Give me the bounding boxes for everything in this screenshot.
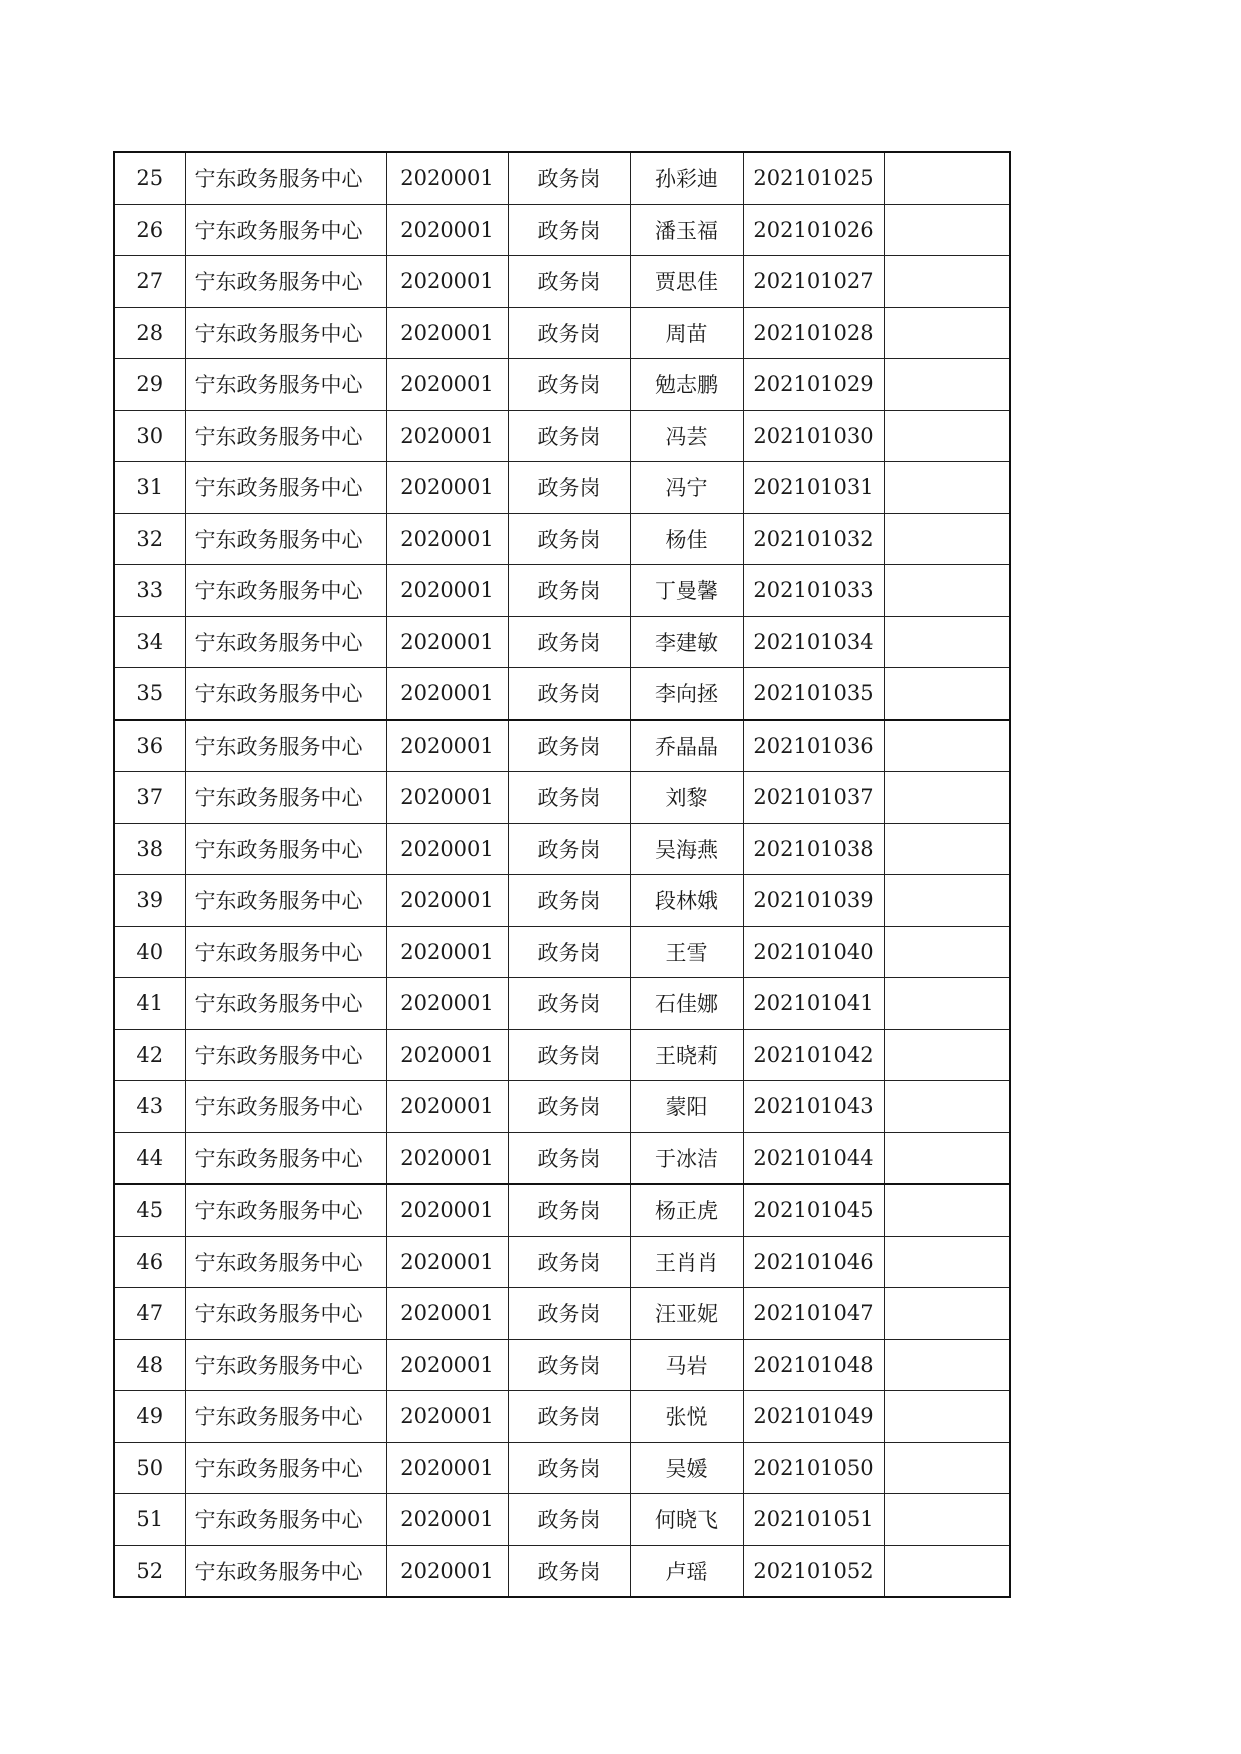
remark-cell	[884, 359, 1010, 411]
row-number-cell: 45	[114, 1184, 185, 1236]
position-code-cell: 2020001	[386, 1236, 508, 1288]
position-code-cell: 2020001	[386, 823, 508, 875]
remark-cell	[884, 668, 1010, 720]
position-code-cell: 2020001	[386, 875, 508, 927]
row-number-cell: 25	[114, 152, 185, 204]
candidate-name-cell: 周苗	[630, 307, 743, 359]
candidate-name-cell: 于冰洁	[630, 1132, 743, 1184]
position-code-cell: 2020001	[386, 1288, 508, 1340]
organization-cell: 宁东政务服务中心	[185, 359, 386, 411]
table-row	[114, 462, 1010, 514]
candidate-name-cell: 李建敏	[630, 616, 743, 668]
candidate-name-cell: 王雪	[630, 926, 743, 978]
exam-id-cell: 202101035	[743, 668, 884, 720]
organization-cell: 宁东政务服务中心	[185, 1391, 386, 1443]
position-name-cell: 政务岗	[508, 1545, 630, 1597]
candidate-name-cell: 吴海燕	[630, 823, 743, 875]
organization-cell: 宁东政务服务中心	[185, 772, 386, 824]
remark-cell	[884, 616, 1010, 668]
exam-id-cell: 202101025	[743, 152, 884, 204]
candidate-name-cell: 马岩	[630, 1339, 743, 1391]
exam-id-cell: 202101044	[743, 1132, 884, 1184]
candidate-name-cell: 孙彩迪	[630, 152, 743, 204]
table-row	[114, 565, 1010, 617]
remark-cell	[884, 462, 1010, 514]
table-row	[114, 152, 1010, 204]
table-row	[114, 513, 1010, 565]
row-number-cell: 46	[114, 1236, 185, 1288]
position-name-cell: 政务岗	[508, 359, 630, 411]
position-name-cell: 政务岗	[508, 616, 630, 668]
position-name-cell: 政务岗	[508, 152, 630, 204]
exam-id-cell: 202101041	[743, 978, 884, 1030]
position-name-cell: 政务岗	[508, 1391, 630, 1443]
position-name-cell: 政务岗	[508, 1132, 630, 1184]
position-name-cell: 政务岗	[508, 256, 630, 308]
candidate-name-cell: 乔晶晶	[630, 720, 743, 772]
position-name-cell: 政务岗	[508, 1288, 630, 1340]
roster-body	[114, 152, 1010, 1597]
organization-cell: 宁东政务服务中心	[185, 1029, 386, 1081]
exam-id-cell: 202101050	[743, 1442, 884, 1494]
position-code-cell: 2020001	[386, 926, 508, 978]
table-row	[114, 1236, 1010, 1288]
position-name-cell: 政务岗	[508, 1029, 630, 1081]
remark-cell	[884, 720, 1010, 772]
organization-cell: 宁东政务服务中心	[185, 462, 386, 514]
organization-cell: 宁东政务服务中心	[185, 1236, 386, 1288]
organization-cell: 宁东政务服务中心	[185, 875, 386, 927]
row-number-cell: 49	[114, 1391, 185, 1443]
exam-id-cell: 202101036	[743, 720, 884, 772]
position-name-cell: 政务岗	[508, 410, 630, 462]
remark-cell	[884, 1494, 1010, 1546]
position-code-cell: 2020001	[386, 565, 508, 617]
position-name-cell: 政务岗	[508, 1081, 630, 1133]
exam-id-cell: 202101028	[743, 307, 884, 359]
organization-cell: 宁东政务服务中心	[185, 1184, 386, 1236]
remark-cell	[884, 1545, 1010, 1597]
exam-id-cell: 202101052	[743, 1545, 884, 1597]
position-code-cell: 2020001	[386, 1545, 508, 1597]
organization-cell: 宁东政务服务中心	[185, 1442, 386, 1494]
exam-id-cell: 202101039	[743, 875, 884, 927]
table-row	[114, 256, 1010, 308]
remark-cell	[884, 1391, 1010, 1443]
position-code-cell: 2020001	[386, 1029, 508, 1081]
organization-cell: 宁东政务服务中心	[185, 720, 386, 772]
organization-cell: 宁东政务服务中心	[185, 410, 386, 462]
remark-cell	[884, 1339, 1010, 1391]
exam-id-cell: 202101051	[743, 1494, 884, 1546]
organization-cell: 宁东政务服务中心	[185, 256, 386, 308]
remark-cell	[884, 772, 1010, 824]
position-code-cell: 2020001	[386, 204, 508, 256]
exam-id-cell: 202101045	[743, 1184, 884, 1236]
organization-cell: 宁东政务服务中心	[185, 978, 386, 1030]
position-name-cell: 政务岗	[508, 1236, 630, 1288]
organization-cell: 宁东政务服务中心	[185, 926, 386, 978]
row-number-cell: 40	[114, 926, 185, 978]
organization-cell: 宁东政务服务中心	[185, 1081, 386, 1133]
remark-cell	[884, 410, 1010, 462]
table-row	[114, 772, 1010, 824]
remark-cell	[884, 978, 1010, 1030]
position-name-cell: 政务岗	[508, 926, 630, 978]
position-code-cell: 2020001	[386, 1442, 508, 1494]
organization-cell: 宁东政务服务中心	[185, 823, 386, 875]
organization-cell: 宁东政务服务中心	[185, 152, 386, 204]
candidate-name-cell: 刘黎	[630, 772, 743, 824]
organization-cell: 宁东政务服务中心	[185, 513, 386, 565]
position-code-cell: 2020001	[386, 1081, 508, 1133]
position-code-cell: 2020001	[386, 1132, 508, 1184]
row-number-cell: 27	[114, 256, 185, 308]
remark-cell	[884, 204, 1010, 256]
table-row	[114, 875, 1010, 927]
row-number-cell: 37	[114, 772, 185, 824]
candidate-name-cell: 潘玉福	[630, 204, 743, 256]
position-code-cell: 2020001	[386, 256, 508, 308]
position-name-cell: 政务岗	[508, 513, 630, 565]
row-number-cell: 51	[114, 1494, 185, 1546]
table-row	[114, 1442, 1010, 1494]
position-code-cell: 2020001	[386, 152, 508, 204]
exam-id-cell: 202101043	[743, 1081, 884, 1133]
row-number-cell: 32	[114, 513, 185, 565]
position-name-cell: 政务岗	[508, 823, 630, 875]
row-number-cell: 26	[114, 204, 185, 256]
position-name-cell: 政务岗	[508, 307, 630, 359]
table-row	[114, 307, 1010, 359]
table-row	[114, 823, 1010, 875]
organization-cell: 宁东政务服务中心	[185, 1132, 386, 1184]
exam-id-cell: 202101033	[743, 565, 884, 617]
table-row	[114, 978, 1010, 1030]
exam-id-cell: 202101026	[743, 204, 884, 256]
table-row	[114, 926, 1010, 978]
position-code-cell: 2020001	[386, 1494, 508, 1546]
position-code-cell: 2020001	[386, 462, 508, 514]
position-code-cell: 2020001	[386, 359, 508, 411]
organization-cell: 宁东政务服务中心	[185, 1494, 386, 1546]
table-row	[114, 720, 1010, 772]
position-name-cell: 政务岗	[508, 1442, 630, 1494]
position-name-cell: 政务岗	[508, 462, 630, 514]
candidate-name-cell: 杨佳	[630, 513, 743, 565]
remark-cell	[884, 152, 1010, 204]
remark-cell	[884, 1029, 1010, 1081]
organization-cell: 宁东政务服务中心	[185, 668, 386, 720]
position-code-cell: 2020001	[386, 307, 508, 359]
exam-id-cell: 202101031	[743, 462, 884, 514]
position-name-cell: 政务岗	[508, 720, 630, 772]
roster-table	[113, 151, 1011, 1598]
candidate-name-cell: 张悦	[630, 1391, 743, 1443]
position-code-cell: 2020001	[386, 1391, 508, 1443]
row-number-cell: 43	[114, 1081, 185, 1133]
remark-cell	[884, 1236, 1010, 1288]
row-number-cell: 34	[114, 616, 185, 668]
position-name-cell: 政务岗	[508, 1494, 630, 1546]
table-row	[114, 668, 1010, 720]
remark-cell	[884, 256, 1010, 308]
table-row	[114, 410, 1010, 462]
organization-cell: 宁东政务服务中心	[185, 565, 386, 617]
table-row	[114, 1494, 1010, 1546]
remark-cell	[884, 1288, 1010, 1340]
position-code-cell: 2020001	[386, 513, 508, 565]
organization-cell: 宁东政务服务中心	[185, 1339, 386, 1391]
row-number-cell: 48	[114, 1339, 185, 1391]
remark-cell	[884, 926, 1010, 978]
organization-cell: 宁东政务服务中心	[185, 1545, 386, 1597]
exam-id-cell: 202101046	[743, 1236, 884, 1288]
row-number-cell: 39	[114, 875, 185, 927]
table-row	[114, 1288, 1010, 1340]
remark-cell	[884, 565, 1010, 617]
remark-cell	[884, 1442, 1010, 1494]
candidate-name-cell: 王肖肖	[630, 1236, 743, 1288]
candidate-name-cell: 何晓飞	[630, 1494, 743, 1546]
row-number-cell: 33	[114, 565, 185, 617]
exam-id-cell: 202101048	[743, 1339, 884, 1391]
organization-cell: 宁东政务服务中心	[185, 1288, 386, 1340]
exam-id-cell: 202101037	[743, 772, 884, 824]
position-code-cell: 2020001	[386, 978, 508, 1030]
table-row	[114, 1391, 1010, 1443]
remark-cell	[884, 1132, 1010, 1184]
position-name-cell: 政务岗	[508, 875, 630, 927]
exam-id-cell: 202101030	[743, 410, 884, 462]
position-code-cell: 2020001	[386, 772, 508, 824]
row-number-cell: 38	[114, 823, 185, 875]
row-number-cell: 42	[114, 1029, 185, 1081]
position-name-cell: 政务岗	[508, 1184, 630, 1236]
position-code-cell: 2020001	[386, 720, 508, 772]
table-row	[114, 616, 1010, 668]
organization-cell: 宁东政务服务中心	[185, 204, 386, 256]
position-name-cell: 政务岗	[508, 668, 630, 720]
remark-cell	[884, 875, 1010, 927]
position-name-cell: 政务岗	[508, 772, 630, 824]
row-number-cell: 44	[114, 1132, 185, 1184]
position-name-cell: 政务岗	[508, 978, 630, 1030]
row-number-cell: 29	[114, 359, 185, 411]
candidate-name-cell: 卢瑶	[630, 1545, 743, 1597]
exam-id-cell: 202101029	[743, 359, 884, 411]
position-code-cell: 2020001	[386, 1184, 508, 1236]
row-number-cell: 50	[114, 1442, 185, 1494]
candidate-name-cell: 吴媛	[630, 1442, 743, 1494]
table-row	[114, 1132, 1010, 1184]
table-row	[114, 1081, 1010, 1133]
row-number-cell: 30	[114, 410, 185, 462]
exam-id-cell: 202101032	[743, 513, 884, 565]
position-code-cell: 2020001	[386, 616, 508, 668]
exam-id-cell: 202101049	[743, 1391, 884, 1443]
position-name-cell: 政务岗	[508, 204, 630, 256]
row-number-cell: 36	[114, 720, 185, 772]
exam-id-cell: 202101038	[743, 823, 884, 875]
position-name-cell: 政务岗	[508, 1339, 630, 1391]
candidate-name-cell: 勉志鹏	[630, 359, 743, 411]
table-row	[114, 204, 1010, 256]
exam-id-cell: 202101047	[743, 1288, 884, 1340]
exam-id-cell: 202101042	[743, 1029, 884, 1081]
table-row	[114, 1029, 1010, 1081]
candidate-name-cell: 丁曼馨	[630, 565, 743, 617]
candidate-name-cell: 李向拯	[630, 668, 743, 720]
row-number-cell: 47	[114, 1288, 185, 1340]
remark-cell	[884, 1184, 1010, 1236]
remark-cell	[884, 513, 1010, 565]
table-row	[114, 359, 1010, 411]
table-row	[114, 1339, 1010, 1391]
exam-id-cell: 202101027	[743, 256, 884, 308]
row-number-cell: 28	[114, 307, 185, 359]
position-code-cell: 2020001	[386, 668, 508, 720]
remark-cell	[884, 823, 1010, 875]
organization-cell: 宁东政务服务中心	[185, 616, 386, 668]
position-code-cell: 2020001	[386, 1339, 508, 1391]
candidate-name-cell: 石佳娜	[630, 978, 743, 1030]
table-row	[114, 1545, 1010, 1597]
candidate-name-cell: 段林娥	[630, 875, 743, 927]
organization-cell: 宁东政务服务中心	[185, 307, 386, 359]
position-name-cell: 政务岗	[508, 565, 630, 617]
row-number-cell: 31	[114, 462, 185, 514]
candidate-name-cell: 冯宁	[630, 462, 743, 514]
candidate-name-cell: 汪亚妮	[630, 1288, 743, 1340]
remark-cell	[884, 307, 1010, 359]
exam-id-cell: 202101034	[743, 616, 884, 668]
row-number-cell: 41	[114, 978, 185, 1030]
table-row	[114, 1184, 1010, 1236]
candidate-name-cell: 蒙阳	[630, 1081, 743, 1133]
candidate-name-cell: 冯芸	[630, 410, 743, 462]
position-code-cell: 2020001	[386, 410, 508, 462]
candidate-name-cell: 贾思佳	[630, 256, 743, 308]
remark-cell	[884, 1081, 1010, 1133]
row-number-cell: 52	[114, 1545, 185, 1597]
candidate-name-cell: 杨正虎	[630, 1184, 743, 1236]
candidate-name-cell: 王晓莉	[630, 1029, 743, 1081]
row-number-cell: 35	[114, 668, 185, 720]
exam-id-cell: 202101040	[743, 926, 884, 978]
